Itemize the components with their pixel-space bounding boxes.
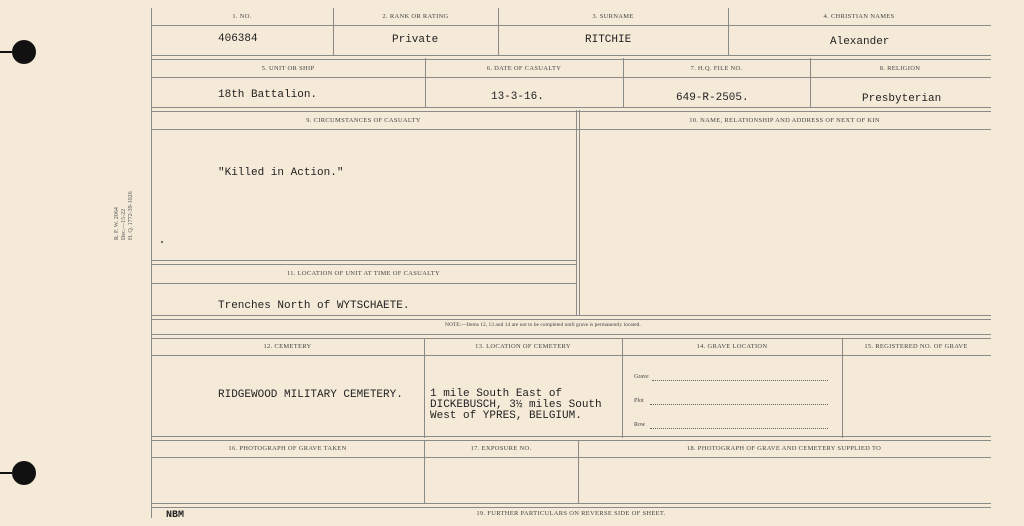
rule xyxy=(151,315,991,320)
value-surname: RITCHIE xyxy=(585,34,632,46)
value-rank: Private xyxy=(392,34,439,46)
rule xyxy=(151,503,991,508)
label-unit: 5. UNIT OR SHIP xyxy=(261,65,315,72)
side-code-line: R. F. W. 2064 xyxy=(114,207,120,240)
value-date: 13-3-16. xyxy=(491,91,544,103)
value-religion: Presbyterian xyxy=(862,93,942,105)
plot-label: Plot xyxy=(634,398,644,404)
form-side-code xyxy=(114,191,135,240)
rule xyxy=(151,436,991,441)
rule xyxy=(151,25,991,26)
punch-hole xyxy=(12,40,36,64)
label-registered-no: 15. REGISTERED NO. OF GRAVE xyxy=(864,343,968,350)
divider xyxy=(622,338,623,438)
divider xyxy=(424,338,425,438)
label-circumstances: 9. CIRCUMSTANCES OF CASUALTY xyxy=(306,117,421,124)
rule xyxy=(151,55,991,60)
label-cemetery: 12. CEMETERY xyxy=(263,343,312,350)
grave-line xyxy=(652,380,828,381)
label-location-of-cemetery: 13. LOCATION OF CEMETERY xyxy=(475,343,571,350)
row-label: Row xyxy=(634,422,646,428)
value-unit: 18th Battalion. xyxy=(218,89,318,101)
value-location-of-cemetery: 1 mile South East of DICKEBUSCH, 3½ miles South West of YPRES, BELGIUM. xyxy=(430,388,602,422)
rule xyxy=(151,283,576,284)
label-photo-taken: 16. PHOTOGRAPH OF GRAVE TAKEN xyxy=(228,445,347,452)
label-religion: 8. RELIGION xyxy=(879,65,921,72)
label-no: 1. NO. xyxy=(232,13,252,20)
punch-hole xyxy=(12,461,36,485)
label-christian-names: 4. CHRISTIAN NAMES xyxy=(823,13,895,20)
side-code-line: Dec.—15-22 xyxy=(121,208,127,240)
label-surname: 3. SURNAME xyxy=(592,13,634,20)
rule xyxy=(151,457,991,458)
label-file: 7. H.Q. FILE NO. xyxy=(690,65,743,72)
plot-line xyxy=(650,404,828,405)
divider xyxy=(576,110,577,316)
row-line xyxy=(650,428,828,429)
value-no: 406384 xyxy=(218,33,258,45)
rule xyxy=(151,107,991,112)
divider xyxy=(579,110,580,316)
rule xyxy=(151,260,576,265)
rule xyxy=(151,334,991,339)
label-rank: 2. RANK OR RATING xyxy=(382,13,449,20)
label-next-of-kin: 10. NAME, RELATIONSHIP AND ADDRESS OF NEXT OF KIN xyxy=(689,117,880,124)
note-text: NOTE:—Items 12, 13 and 14 are not to be completed until grave is permanently located. xyxy=(445,322,641,328)
divider xyxy=(842,338,843,438)
clerk-initials: NBM xyxy=(166,510,185,521)
value-location-of-unit: Trenches North of WYTSCHAETE. xyxy=(218,300,410,312)
value-file: 649-R-2505. xyxy=(676,92,749,104)
label-exposure: 17. EXPOSURE NO. xyxy=(470,445,532,452)
footer-note: 19. FURTHER PARTICULARS ON REVERSE SIDE OF SHEET. xyxy=(476,510,666,517)
rule xyxy=(151,77,991,78)
rule xyxy=(151,355,991,356)
value-circumstances: "Killed in Action." xyxy=(218,167,344,179)
value-cemetery: RIDGEWOOD MILITARY CEMETERY. xyxy=(218,389,403,401)
label-photo-supplied: 18. PHOTOGRAPH OF GRAVE AND CEMETERY SUPPLIED TO xyxy=(686,445,882,452)
label-location-of-unit: 11. LOCATION OF UNIT AT TIME OF CASUALTY xyxy=(286,270,441,277)
value-christian-names: Alexander xyxy=(830,36,890,48)
label-date: 6. DATE OF CASUALTY xyxy=(486,65,562,72)
rule xyxy=(151,129,991,130)
grave-label: Grave xyxy=(634,374,649,380)
ink-mark xyxy=(161,241,163,243)
side-code-line: H. Q. 1772-39-1026 xyxy=(128,191,134,240)
label-grave-location: 14. GRAVE LOCATION xyxy=(696,343,768,350)
